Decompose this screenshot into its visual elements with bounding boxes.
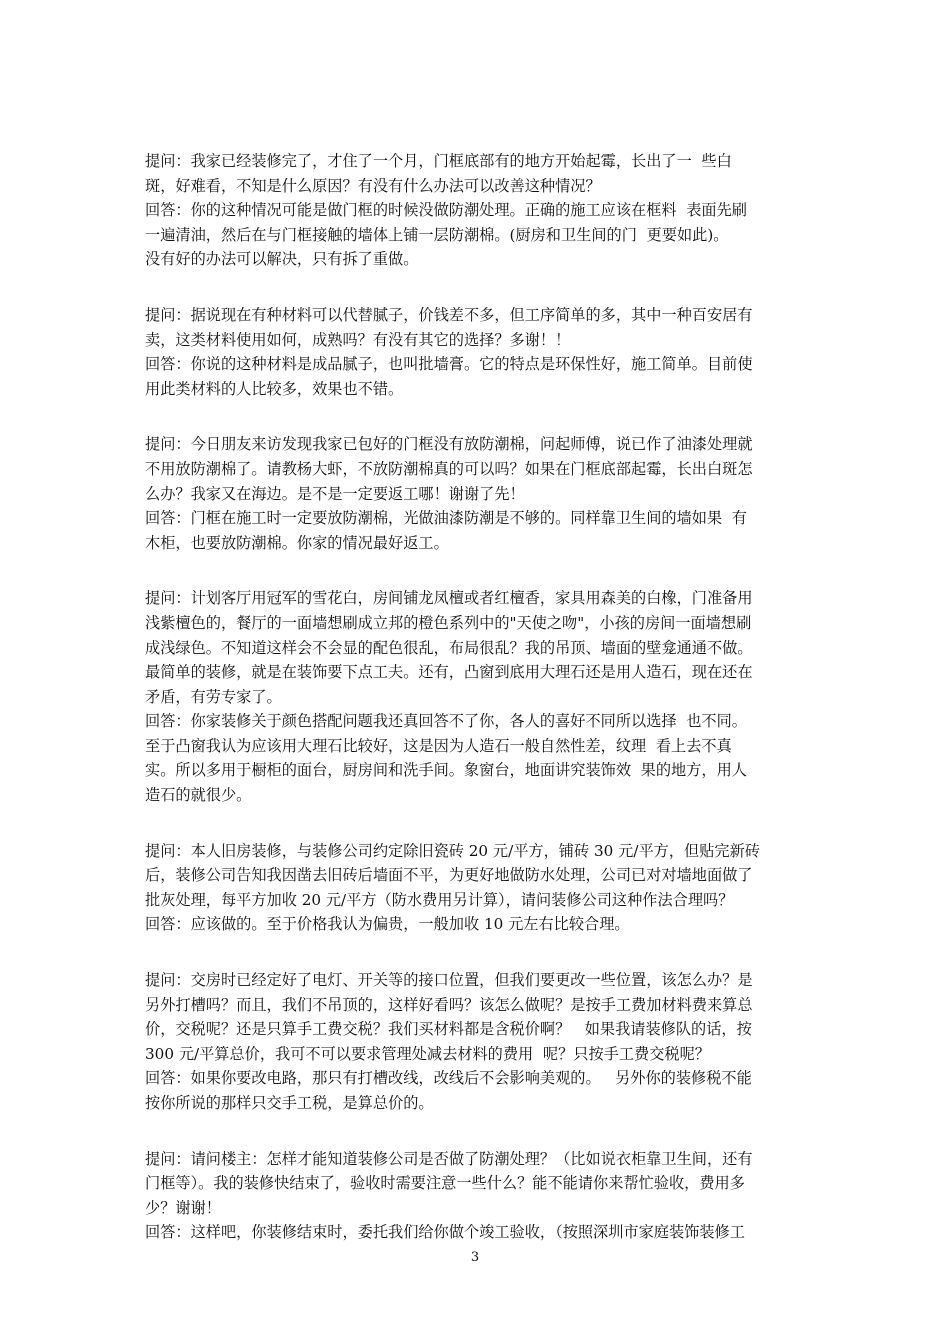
text-line: 一遍清油，然后在与门框接触的墙体上铺一层防潮棉。(厨房和卫生间的门 更要如此)。 bbox=[145, 225, 729, 244]
text-line: 批灰处理，每平方加收 20 元/平方（防水费用另计算），请问装修公司这种作法合理吗？ bbox=[145, 890, 734, 909]
text-line: 浅紫檀色的，餐厅的一面墙想刷成立邦的橙色系列中的"天使之吻"，小孩的房间一面墙想刷 bbox=[145, 613, 752, 632]
text-line: 最简单的装修，就是在装饰要下点工夫。还有，凸窗到底用大理石还是用人造石，现在还在 bbox=[145, 663, 753, 682]
text-line: 矛盾，有劳专家了。 bbox=[145, 687, 282, 706]
text-line: 用此类材料的人比较多，效果也不错。 bbox=[145, 379, 404, 398]
text-line: 提问：今日朋友来访发现我家已包好的门框没有放防潮棉，问起师傅，说已作了油漆处理就 bbox=[145, 435, 753, 454]
qa-block bbox=[145, 1147, 810, 1245]
text-line: 提问：交房时已经定好了电灯、开关等的接口位置，但我们要更改一些位置，该怎么办？是 bbox=[145, 971, 753, 990]
text-line: 提问：请问楼主：怎样才能知道装修公司是否做了防潮处理？（比如说衣柜靠卫生间，还有 bbox=[145, 1149, 753, 1168]
qa-block bbox=[145, 303, 810, 401]
qa-block bbox=[145, 586, 810, 807]
text-line: 回答：门框在施工时一定要放防潮棉，光做油漆防潮是不够的。同样靠卫生间的墙如果 有 bbox=[145, 509, 747, 528]
text-line: 回答：这样吧，你装修结束时，委托我们给你做个竣工验收，（按照深圳市家庭装饰装修工 bbox=[145, 1223, 745, 1242]
text-line: 门框等）。我的装修快结束了，验收时需要注意一些什么？能不能请你来帮忙验收，费用多 bbox=[145, 1174, 745, 1193]
text-line: 不用放防潮棉了。请教杨大虾，不放防潮棉真的可以吗？如果在门框底部起霉，长出白斑怎 bbox=[145, 459, 753, 478]
qa-content bbox=[145, 149, 810, 1276]
text-line: 回答：你家装修关于颜色搭配问题我还真回答不了你，各人的喜好不同所以选择 也不同。 bbox=[145, 712, 747, 731]
text-line: 至于凸窗我认为应该用大理石比较好，这是因为人造石一般自然性差，纹理 看上去不真 bbox=[145, 736, 732, 755]
text-line: 回答：应该做的。至于价格我认为偏贵，一般加收 10 元左右比较合理。 bbox=[145, 915, 630, 934]
text-line: 卖，这类材料使用如何，成熟吗？有没有其它的选择？多谢！！ bbox=[145, 330, 571, 349]
text-line: 后，装修公司告知我因凿去旧砖后墙面不平，为更好地做防水处理，公司已对对墙地面做了 bbox=[145, 866, 753, 885]
text-line: 造石的就很少。 bbox=[145, 786, 252, 805]
text-line: 按你所说的那样只交手工税，是算总价的。 bbox=[145, 1094, 434, 1112]
qa-block bbox=[145, 432, 810, 555]
text-line: 成浅绿色。不知道这样会不会显的配色很乱，布局很乱？我的吊顶、墙面的壁龛通通不做。 bbox=[145, 638, 753, 657]
text-line: 回答：如果你要改电路，那只有打槽改线，改线后不会影响美观的。 另外你的装修税不能 bbox=[145, 1069, 752, 1088]
text-line: 少？谢谢！ bbox=[145, 1198, 221, 1217]
text-line: 木柜，也要放防潮棉。你家的情况最好返工。 bbox=[145, 533, 449, 552]
text-line: 300 元/平算总价，我可不可以要求管理处减去材料的费用 呢？只按手工费交税呢？ bbox=[145, 1044, 710, 1063]
text-line: 斑，好难看，不知是什么原因？有没有什么办法可以改善这种情况？ bbox=[145, 176, 601, 195]
text-line: 提问：计划客厅用冠军的雪花白，房间铺龙凤檀或者红檀香，家具用森美的白橡，门准备用 bbox=[145, 589, 753, 608]
text-line: 提问：本人旧房装修，与装修公司约定除旧瓷砖 20 元/平方，铺砖 30 元/平方，但贴完新砖 bbox=[145, 841, 760, 860]
text-line: 么办？我家又在海边。是不是一定要返工哪！谢谢了先！ bbox=[145, 484, 525, 503]
text-line: 提问：据说现在有种材料可以代替腻子，价钱差不多，但工序简单的多，其中一种百安居有 bbox=[145, 305, 753, 324]
text-line: 回答：你说的这种材料是成品腻子，也叫批墙膏。它的特点是环保性好，施工简单。目前使 bbox=[145, 355, 753, 374]
text-line: 另外打槽吗？而且，我们不吊顶的，这样好看吗？该怎么做呢？是按手工费加材料费来算总 bbox=[145, 995, 753, 1014]
text-line: 实。所以多用于橱柜的面台，厨房间和洗手间。象窗台，地面讲究装饰效 果的地方，用人 bbox=[145, 761, 747, 780]
qa-block bbox=[145, 968, 810, 1116]
qa-block bbox=[145, 149, 810, 272]
qa-block bbox=[145, 839, 810, 937]
text-line: 提问：我家已经装修完了，才住了一个月，门框底部有的地方开始起霉，长出了一 些白 bbox=[145, 152, 732, 170]
text-line: 没有好的办法可以解决，只有拆了重做。 bbox=[145, 250, 419, 269]
page-number: 3 bbox=[470, 1250, 480, 1265]
text-line: 回答：你的这种情况可能是做门框的时候没做防潮处理。正确的施工应该在框料 表面先刷 bbox=[145, 201, 747, 220]
text-line: 价，交税呢？还是只算手工费交税？我们买材料都是含税价啊？ 如果我请装修队的话，按 bbox=[145, 1020, 752, 1039]
